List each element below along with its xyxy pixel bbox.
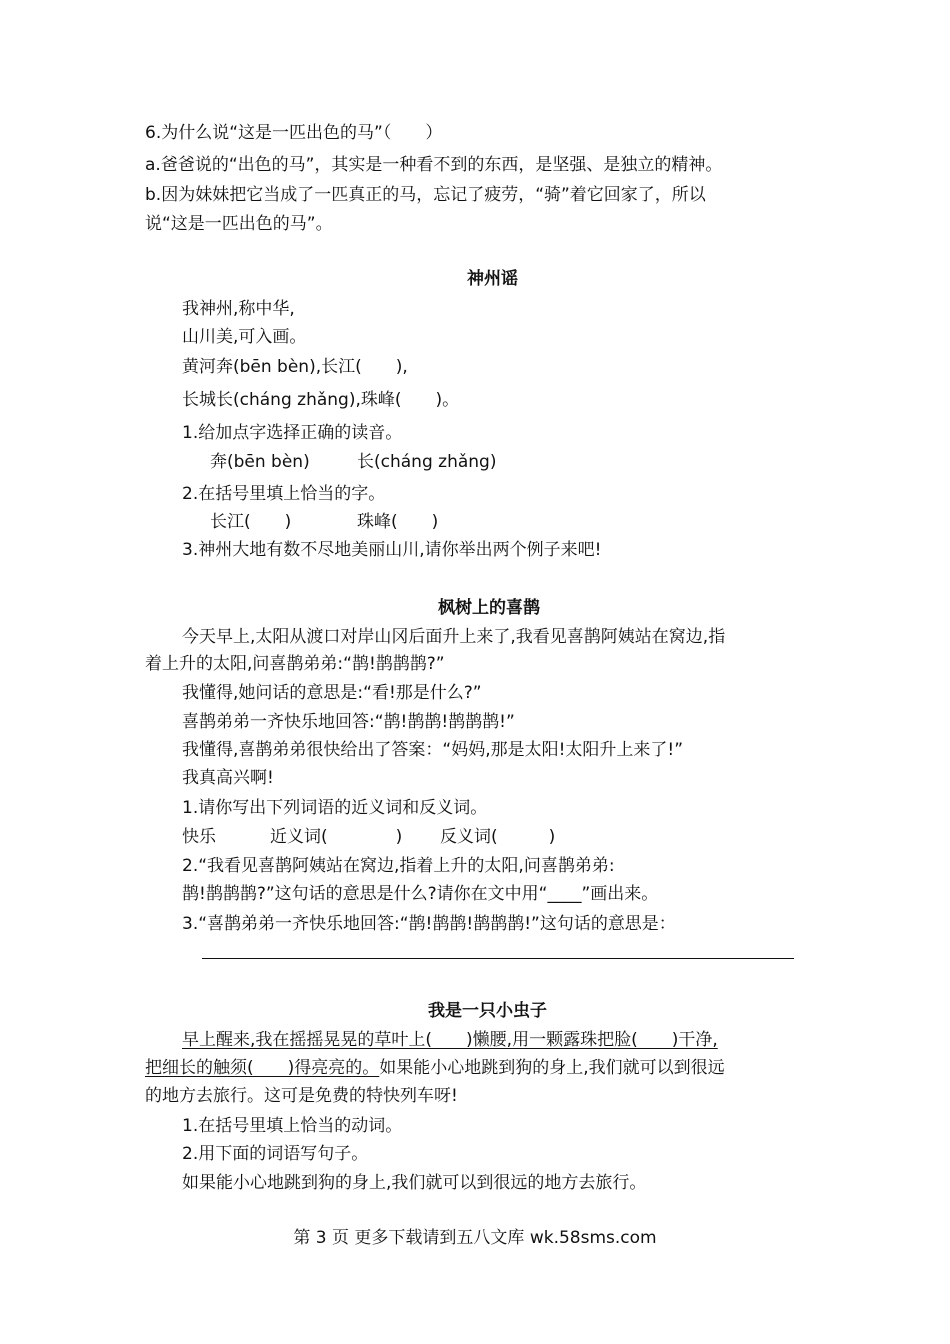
bug-p1-line2-underlined: 把细长的触须( )得亮亮的。 [145, 1058, 380, 1078]
poem-q2: 2.在括号里填上恰当的字。 [182, 484, 386, 504]
magpie-p5: 我真高兴啊! [182, 768, 274, 788]
magpie-p2: 我懂得,她问话的意思是:“看!那是什么?” [182, 683, 482, 703]
magpie-q2-line2: 鹊!鹊鹊鹊?”这句话的意思是什么?请你在文中用“____”画出来。 [182, 884, 659, 904]
magpie-p1-line1: 今天早上,太阳从渡口对岸山冈后面升上来了,我看见喜鹊阿姨站在窝边,指 [182, 627, 726, 647]
q6-option-b-line2: 说“这是一匹出色的马”。 [145, 214, 333, 234]
poem-q1: 1.给加点字选择正确的读音。 [182, 423, 403, 443]
poem-q1-option-ben: 奔(bēn bèn) [210, 452, 310, 472]
poem-line-3: 黄河奔(bēn bèn),长江( ), [182, 357, 408, 377]
bug-p1-line3: 的地方去旅行。这可是免费的特快列车呀! [145, 1086, 458, 1106]
page-footer: 第 3 页 更多下载请到五八文库 wk.58sms.com [293, 1228, 657, 1248]
poem-q2-zhufeng: 珠峰( ) [357, 512, 439, 532]
magpie-q1: 1.请你写出下列词语的近义词和反义词。 [182, 798, 488, 818]
magpie-q1-word: 快乐 [182, 827, 216, 847]
poem-line-1: 我神州,称中华, [182, 299, 295, 319]
q6-option-a: a.爸爸说的“出色的马”，其实是一种看不到的东西，是坚强、是独立的精神。 [145, 155, 723, 175]
bug-title: 我是一只小虫子 [428, 1001, 547, 1021]
bug-p1-line2-rest: 如果能小心地跳到狗的身上,我们就可以到很远 [379, 1058, 725, 1078]
bug-p1-line1: 早上醒来,我在摇摇晃晃的草叶上( )懒腰,用一颗露珠把脸( )干净, [182, 1030, 718, 1050]
poem-title: 神州谣 [467, 269, 518, 289]
bug-q2-sentence: 如果能小心地跳到狗的身上,我们就可以到很远的地方去旅行。 [182, 1173, 647, 1193]
bug-q2: 2.用下面的词语写句子。 [182, 1144, 369, 1164]
poem-q2-changjiang: 长江( ) [210, 512, 292, 532]
magpie-p1-line2: 着上升的太阳,问喜鹊弟弟:“鹊!鹊鹊鹊?” [145, 654, 445, 674]
q6-question: 6.为什么说“这是一匹出色的马”（ ） [145, 123, 443, 143]
magpie-title: 枫树上的喜鹊 [438, 598, 540, 618]
poem-q3: 3.神州大地有数不尽地美丽山川,请你举出两个例子来吧! [182, 540, 602, 560]
bug-p1-line2 [145, 1056, 725, 1080]
magpie-q1-synonym: 近义词( ) [270, 827, 403, 847]
q6-option-b-line1: b.因为妹妹把它当成了一匹真正的马，忘记了疲劳，“骑”着它回家了，所以 [145, 185, 706, 205]
magpie-q1-antonym: 反义词( ) [440, 827, 556, 847]
magpie-p3: 喜鹊弟弟一齐快乐地回答:“鹊!鹊鹊!鹊鹊鹊!” [182, 712, 515, 732]
magpie-q3: 3.“喜鹊弟弟一齐快乐地回答:“鹊!鹊鹊!鹊鹊鹊!”这句话的意思是： [182, 914, 676, 934]
magpie-q2-line1: 2.“我看见喜鹊阿姨站在窝边,指着上升的太阳,问喜鹊弟弟: [182, 856, 615, 876]
magpie-p4: 我懂得,喜鹊弟弟很快给出了答案：“妈妈,那是太阳!太阳升上来了!” [182, 740, 684, 760]
poem-line-4: 长城长(cháng zhǎng),珠峰( )。 [182, 390, 460, 410]
poem-q1-option-chang: 长(cháng zhǎng) [357, 452, 497, 472]
bug-q1: 1.在括号里填上恰当的动词。 [182, 1116, 403, 1136]
poem-line-2: 山川美,可入画。 [182, 327, 307, 347]
answer-line [202, 958, 794, 959]
